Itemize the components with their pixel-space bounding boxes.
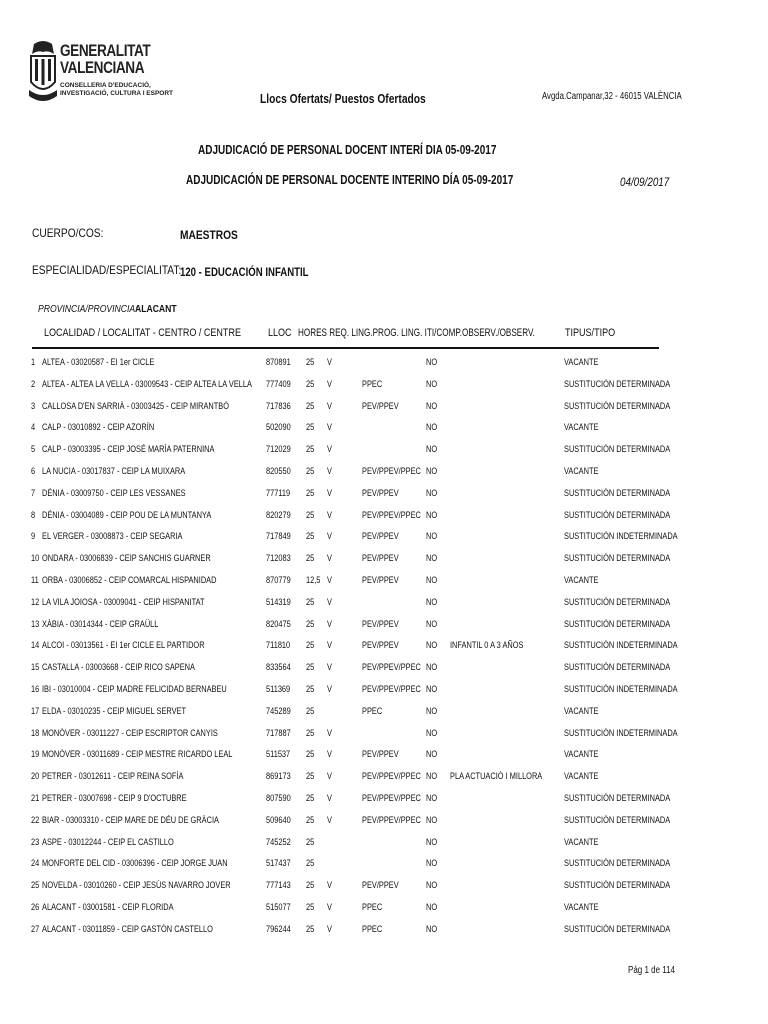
req-ling: V xyxy=(327,378,332,390)
prog-ling: PEV/PPEV xyxy=(362,487,399,499)
hours: 25 xyxy=(306,357,315,368)
iti-comp: NO xyxy=(426,771,438,783)
iti-comp: NO xyxy=(426,378,438,390)
req-ling: V xyxy=(327,466,332,477)
prog-ling: PEV/PPEV xyxy=(362,400,399,412)
coat-of-arms-icon xyxy=(26,40,60,114)
cuerpo-label: CUERPO/COS: xyxy=(32,226,104,240)
centre-name: ALTEA - 03020587 - EI 1er CICLE xyxy=(42,357,155,368)
centre-name: ALTEA - ALTEA LA VELLA - 03009543 - CEIP ALTEA LA VELLA xyxy=(42,378,252,390)
hours: 25 xyxy=(306,596,315,608)
row-number: 7 xyxy=(31,487,36,499)
position-type: VACANTE xyxy=(564,466,599,477)
table-row xyxy=(0,379,768,401)
col-header-localidad: LOCALIDAD / LOCALITAT - CENTRO / CENTRE xyxy=(44,327,241,339)
row-number: 1 xyxy=(31,357,36,368)
table-row xyxy=(0,684,768,706)
iti-comp: NO xyxy=(426,749,438,761)
iti-comp: NO xyxy=(426,531,438,543)
row-number: 13 xyxy=(31,618,40,630)
centre-name: XÀBIA - 03014344 - CEIP GRAÜLL xyxy=(42,618,159,630)
hours: 25 xyxy=(306,880,315,892)
req-ling: V xyxy=(327,749,332,761)
req-ling: V xyxy=(327,357,332,368)
req-ling: V xyxy=(327,531,332,543)
position-type: VACANTE xyxy=(564,575,599,586)
table-row xyxy=(0,422,768,444)
iti-comp: NO xyxy=(426,836,438,848)
hours: 25 xyxy=(306,487,315,499)
centre-name: LA VILA JOIOSA - 03009041 - CEIP HISPANITAT xyxy=(42,596,205,608)
especialidad-value: 120 - EDUCACIÓN INFANTIL xyxy=(180,265,309,279)
centre-name: EL VERGER - 03008873 - CEIP SEGARIA xyxy=(42,531,183,543)
position-type: SUSTITUCIÓN DETERMINADA xyxy=(564,618,671,630)
observation: INFANTIL 0 A 3 AÑOS xyxy=(450,640,524,652)
iti-comp: NO xyxy=(426,923,438,935)
prog-ling: PEV/PPEV/PPEC xyxy=(362,662,421,674)
centre-name: CALP - 03003395 - CEIP JOSÉ MARÍA PATERNINA xyxy=(42,444,215,456)
row-number: 16 xyxy=(31,684,40,695)
prog-ling: PEV/PPEV/PPEC xyxy=(362,793,421,804)
iti-comp: NO xyxy=(426,662,438,674)
page-number: Pág 1 de 114 xyxy=(628,965,676,976)
lloc-code: 509640 xyxy=(266,814,291,826)
centre-name: PETRER - 03007698 - CEIP 9 D'OCTUBRE xyxy=(42,793,187,804)
lloc-code: 870779 xyxy=(266,575,291,586)
table-row xyxy=(0,531,768,553)
row-number: 24 xyxy=(31,858,40,870)
row-number: 4 xyxy=(31,422,36,434)
hours: 25 xyxy=(306,509,315,521)
position-type: SUSTITUCIÓN DETERMINADA xyxy=(564,487,671,499)
lloc-code: 807590 xyxy=(266,793,291,804)
prog-ling: PEV/PPEV xyxy=(362,618,399,630)
centre-name: NOVELDA - 03010260 - CEIP JESÚS NAVARRO JOVER xyxy=(42,880,231,892)
prog-ling: PPEC xyxy=(362,378,383,390)
lloc-code: 820475 xyxy=(266,618,291,630)
col-header-lloc: LLOC xyxy=(268,327,292,339)
iti-comp: NO xyxy=(426,553,438,565)
iti-comp: NO xyxy=(426,444,438,456)
lloc-code: 745289 xyxy=(266,705,291,717)
lloc-code: 517437 xyxy=(266,858,291,870)
position-type: VACANTE xyxy=(564,705,599,717)
lloc-code: 777143 xyxy=(266,880,291,892)
centre-name: ALACANT - 03011859 - CEIP GASTÓN CASTELLO xyxy=(42,923,213,935)
position-type: SUSTITUCIÓN DETERMINADA xyxy=(564,400,671,412)
req-ling: V xyxy=(327,793,332,804)
position-type: SUSTITUCIÓN DETERMINADA xyxy=(564,858,671,870)
position-type: SUSTITUCIÓN DETERMINADA xyxy=(564,378,671,390)
req-ling: V xyxy=(327,902,332,913)
table-row xyxy=(0,444,768,466)
lloc-code: 717887 xyxy=(266,727,291,739)
centre-name: ORBA - 03006852 - CEIP COMARCAL HISPANIDAD xyxy=(42,575,217,586)
address: Avgda.Campanar,32 - 46015 VALÈNCIA xyxy=(542,91,682,102)
row-number: 21 xyxy=(31,793,40,804)
table-row xyxy=(0,749,768,771)
document-date: 04/09/2017 xyxy=(620,175,670,189)
hours: 25 xyxy=(306,531,315,543)
req-ling: V xyxy=(327,618,332,630)
table-row xyxy=(0,728,768,750)
table-row xyxy=(0,662,768,684)
iti-comp: NO xyxy=(426,400,438,412)
position-type: VACANTE xyxy=(564,749,599,761)
req-ling: V xyxy=(327,923,332,935)
logo-line-1: GENERALITAT xyxy=(60,41,151,60)
position-type: SUSTITUCIÓN INDETERMINADA xyxy=(564,640,678,652)
req-ling: V xyxy=(327,575,332,586)
iti-comp: NO xyxy=(426,814,438,826)
req-ling: V xyxy=(327,596,332,608)
hours: 25 xyxy=(306,793,315,804)
provincia-label: PROVINCIA/PROVINCIA: xyxy=(38,303,138,315)
iti-comp: NO xyxy=(426,858,438,870)
row-number: 6 xyxy=(31,466,36,477)
table-row xyxy=(0,488,768,510)
row-number: 19 xyxy=(31,749,40,761)
prog-ling: PEV/PPEV/PPEC xyxy=(362,684,421,695)
iti-comp: NO xyxy=(426,487,438,499)
lloc-code: 870891 xyxy=(266,357,291,368)
centre-name: BIAR - 03003310 - CEIP MARE DE DÉU DE GRÀCIA xyxy=(42,814,219,826)
hours: 25 xyxy=(306,727,315,739)
centre-name: CASTALLA - 03003668 - CEIP RICO SAPENA xyxy=(42,662,195,674)
position-type: SUSTITUCIÓN DETERMINADA xyxy=(564,923,671,935)
position-type: SUSTITUCIÓN DETERMINADA xyxy=(564,662,671,674)
lloc-code: 712083 xyxy=(266,553,291,565)
position-type: SUSTITUCIÓN DETERMINADA xyxy=(564,596,671,608)
centre-name: ONDARA - 03006839 - CEIP SANCHIS GUARNER xyxy=(42,553,211,565)
observation: PLA ACTUACIÓ I MILLORA xyxy=(450,771,543,783)
hours: 25 xyxy=(306,444,315,456)
row-number: 9 xyxy=(31,531,36,543)
row-number: 11 xyxy=(31,575,39,586)
row-number: 12 xyxy=(31,596,40,608)
hours: 25 xyxy=(306,923,315,935)
table-row xyxy=(0,771,768,793)
row-number: 26 xyxy=(31,902,40,913)
table-row xyxy=(0,858,768,880)
table-row xyxy=(0,706,768,728)
req-ling: V xyxy=(327,444,332,456)
req-ling: V xyxy=(327,727,332,739)
hours: 25 xyxy=(306,705,315,717)
provincia-value: ALACANT xyxy=(135,303,177,315)
logo-line-2: VALENCIANA xyxy=(60,58,145,77)
position-type: SUSTITUCIÓN DETERMINADA xyxy=(564,793,671,804)
prog-ling: PPEC xyxy=(362,902,383,913)
row-number: 17 xyxy=(31,705,40,717)
row-number: 22 xyxy=(31,814,40,826)
centre-name: CALP - 03010892 - CEIP AZORÍN xyxy=(42,422,155,434)
row-number: 15 xyxy=(31,662,40,674)
lloc-code: 833564 xyxy=(266,662,291,674)
page-heading: Llocs Ofertats/ Puestos Ofertados xyxy=(260,92,426,106)
iti-comp: NO xyxy=(426,793,438,804)
cuerpo-value: MAESTROS xyxy=(180,228,238,242)
req-ling: V xyxy=(327,684,332,695)
position-type: VACANTE xyxy=(564,902,599,913)
req-ling: V xyxy=(327,814,332,826)
position-type: VACANTE xyxy=(564,771,599,783)
especialidad-label: ESPECIALIDAD/ESPECIALITAT: xyxy=(32,263,182,277)
table-row xyxy=(0,902,768,924)
lloc-code: 820550 xyxy=(266,466,291,477)
table-row xyxy=(0,466,768,488)
hours: 25 xyxy=(306,902,315,913)
table-row xyxy=(0,837,768,859)
iti-comp: NO xyxy=(426,509,438,521)
position-type: SUSTITUCIÓN DETERMINADA xyxy=(564,814,671,826)
centre-name: DÉNIA - 03004089 - CEIP POU DE LA MUNTANYA xyxy=(42,509,212,521)
prog-ling: PPEC xyxy=(362,705,383,717)
position-type: VACANTE xyxy=(564,422,599,434)
hours: 25 xyxy=(306,814,315,826)
position-type: VACANTE xyxy=(564,836,599,848)
req-ling: V xyxy=(327,509,332,521)
lloc-code: 869173 xyxy=(266,771,291,783)
iti-comp: NO xyxy=(426,466,438,477)
prog-ling: PEV/PPEV xyxy=(362,575,399,586)
hours: 25 xyxy=(306,640,315,652)
hours: 25 xyxy=(306,422,315,434)
table-row xyxy=(0,619,768,641)
hours: 25 xyxy=(306,771,315,783)
lloc-code: 511369 xyxy=(266,684,291,695)
lloc-code: 511537 xyxy=(266,749,291,761)
position-type: SUSTITUCIÓN INDETERMINADA xyxy=(564,531,678,543)
position-type: SUSTITUCIÓN DETERMINADA xyxy=(564,509,671,521)
req-ling: V xyxy=(327,662,332,674)
header-divider xyxy=(32,347,659,349)
lloc-code: 711810 xyxy=(266,640,291,652)
hours: 25 xyxy=(306,378,315,390)
iti-comp: NO xyxy=(426,640,438,652)
iti-comp: NO xyxy=(426,684,438,695)
position-type: SUSTITUCIÓN INDETERMINADA xyxy=(564,727,678,739)
hours: 25 xyxy=(306,466,315,477)
table-row xyxy=(0,924,768,946)
iti-comp: NO xyxy=(426,357,438,368)
lloc-code: 514319 xyxy=(266,596,291,608)
lloc-code: 712029 xyxy=(266,444,291,456)
row-number: 2 xyxy=(31,378,36,390)
lloc-code: 820279 xyxy=(266,509,291,521)
iti-comp: NO xyxy=(426,618,438,630)
centre-name: ALCOI - 03013561 - EI 1er CICLE EL PARTIDOR xyxy=(42,640,205,652)
hours: 25 xyxy=(306,400,315,412)
hours: 25 xyxy=(306,858,315,870)
table-row xyxy=(0,640,768,662)
prog-ling: PEV/PPEV/PPEC xyxy=(362,466,421,477)
hours: 25 xyxy=(306,618,315,630)
centre-name: CALLOSA D'EN SARRIÀ - 03003425 - CEIP MIRANTBÓ xyxy=(42,400,230,412)
col-header-tipus: TIPUS/TIPO xyxy=(565,327,616,339)
prog-ling: PPEC xyxy=(362,923,383,935)
hours: 25 xyxy=(306,553,315,565)
centre-name: PETRER - 03012611 - CEIP REINA SOFÍA xyxy=(42,771,184,783)
hours: 25 xyxy=(306,749,315,761)
lloc-code: 796244 xyxy=(266,923,291,935)
row-number: 10 xyxy=(31,553,40,565)
row-number: 8 xyxy=(31,509,36,521)
prog-ling: PEV/PPEV/PPEC xyxy=(362,814,421,826)
hours: 12,5 xyxy=(306,575,321,586)
hours: 25 xyxy=(306,684,315,695)
centre-name: MONFORTE DEL CID - 03006396 - CEIP JORGE JUAN xyxy=(42,858,228,870)
prog-ling: PEV/PPEV/PPEC xyxy=(362,509,421,521)
lloc-code: 777119 xyxy=(266,487,291,499)
position-type: SUSTITUCIÓN DETERMINADA xyxy=(564,880,671,892)
centre-name: DÉNIA - 03009750 - CEIP LES VESSANES xyxy=(42,487,186,499)
req-ling: V xyxy=(327,640,332,652)
row-number: 27 xyxy=(31,923,40,935)
iti-comp: NO xyxy=(426,902,438,913)
title-valencian: ADJUDICACIÓ DE PERSONAL DOCENT INTERÍ DIA 05-09-2017 xyxy=(198,143,497,157)
table-row xyxy=(0,357,768,379)
prog-ling: PEV/PPEV xyxy=(362,553,399,565)
req-ling: V xyxy=(327,422,332,434)
req-ling: V xyxy=(327,771,332,783)
logo-line-4: INVESTIGACIÓ, CULTURA I ESPORT xyxy=(60,90,174,97)
req-ling: V xyxy=(327,400,332,412)
position-type: VACANTE xyxy=(564,357,599,368)
req-ling: V xyxy=(327,880,332,892)
table-row xyxy=(0,597,768,619)
lloc-code: 777409 xyxy=(266,378,291,390)
lloc-code: 502090 xyxy=(266,422,291,434)
iti-comp: NO xyxy=(426,575,438,586)
iti-comp: NO xyxy=(426,880,438,892)
row-number: 23 xyxy=(31,836,40,848)
prog-ling: PEV/PPEV xyxy=(362,880,399,892)
centre-name: LA NUCIA - 03017837 - CEIP LA MUIXARA xyxy=(42,466,186,477)
prog-ling: PEV/PPEV/PPEC xyxy=(362,771,421,783)
req-ling: V xyxy=(327,553,332,565)
centre-name: ALACANT - 03001581 - CEIP FLORIDA xyxy=(42,902,174,913)
table-row xyxy=(0,575,768,597)
table-row xyxy=(0,510,768,532)
row-number: 14 xyxy=(31,640,40,652)
lloc-code: 717836 xyxy=(266,400,291,412)
position-type: SUSTITUCIÓN DETERMINADA xyxy=(564,553,671,565)
iti-comp: NO xyxy=(426,727,438,739)
centre-name: ELDA - 03010235 - CEIP MIGUEL SERVET xyxy=(42,705,187,717)
centre-name: ASPE - 03012244 - CEIP EL CASTILLO xyxy=(42,836,174,848)
hours: 25 xyxy=(306,836,315,848)
iti-comp: NO xyxy=(426,422,438,434)
iti-comp: NO xyxy=(426,596,438,608)
lloc-code: 745252 xyxy=(266,836,291,848)
lloc-code: 717849 xyxy=(266,531,291,543)
row-number: 18 xyxy=(31,727,40,739)
title-spanish: ADJUDICACIÓN DE PERSONAL DOCENTE INTERINO DÍA 05-09-2017 xyxy=(186,173,514,187)
generalitat-logo xyxy=(26,40,174,124)
position-type: SUSTITUCIÓN INDETERMINADA xyxy=(564,684,678,695)
col-header-hores: HORES REQ. LING.PROG. LING. ITI/COMP.OBSERV./OBSERV. xyxy=(298,327,535,339)
position-type: SUSTITUCIÓN DETERMINADA xyxy=(564,444,671,456)
table-row xyxy=(0,815,768,837)
table-row xyxy=(0,880,768,902)
table-row xyxy=(0,553,768,575)
centre-name: MONÓVER - 03011227 - CEIP ESCRIPTOR CANYIS xyxy=(42,727,218,739)
row-number: 3 xyxy=(31,400,36,412)
centre-name: IBI - 03010004 - CEIP MADRE FELICIDAD BERNABEU xyxy=(42,684,227,695)
req-ling: V xyxy=(327,487,332,499)
prog-ling: PEV/PPEV xyxy=(362,749,399,761)
prog-ling: PEV/PPEV xyxy=(362,640,399,652)
table-row xyxy=(0,793,768,815)
hours: 25 xyxy=(306,662,315,674)
logo-line-3: CONSELLERIA D'EDUCACIÓ, xyxy=(60,82,151,89)
iti-comp: NO xyxy=(426,705,438,717)
prog-ling: PEV/PPEV xyxy=(362,531,399,543)
row-number: 5 xyxy=(31,444,36,456)
row-number: 25 xyxy=(31,880,40,892)
lloc-code: 515077 xyxy=(266,902,291,913)
table-row xyxy=(0,401,768,423)
centre-name: MONÓVER - 03011689 - CEIP MESTRE RICARDO LEAL xyxy=(42,749,233,761)
row-number: 20 xyxy=(31,771,40,783)
